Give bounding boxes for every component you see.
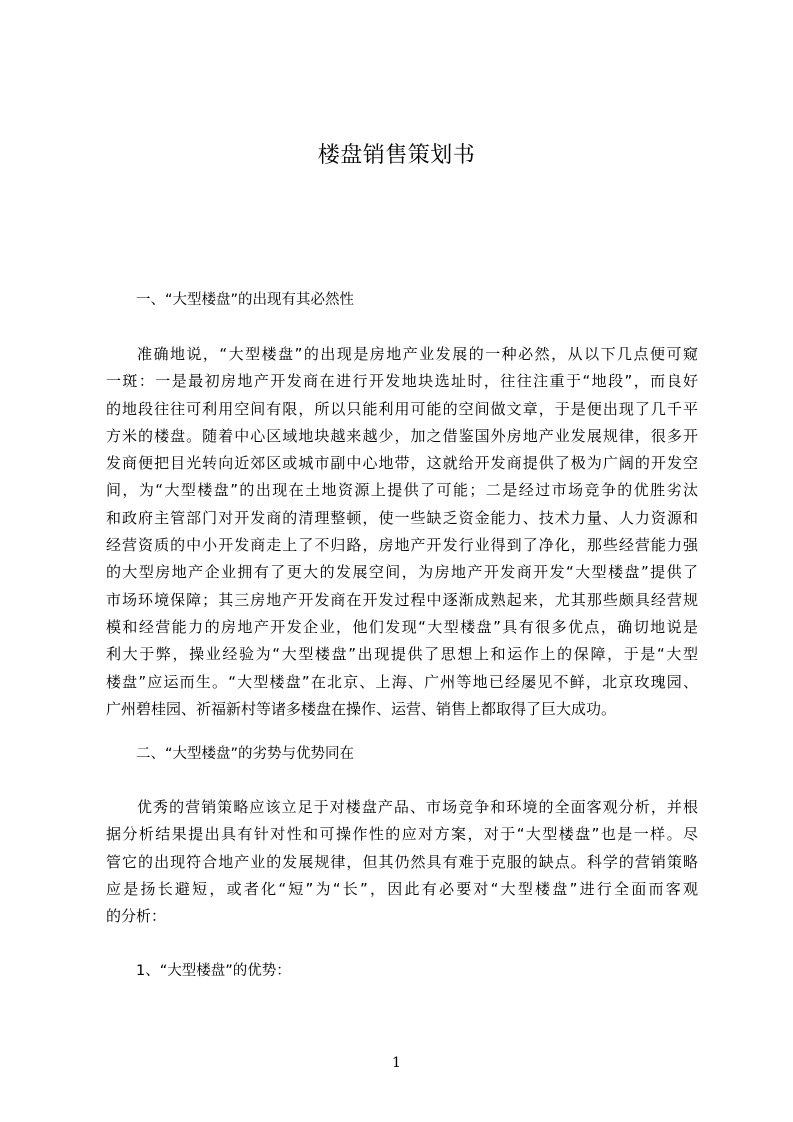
paragraph-line: 据分析结果提出具有针对性和可操作性的应对方案，对于“大型楼盘”也是一样。尽 [106, 825, 698, 844]
paragraph-line: 方米的楼盘。随着中心区域地块越来越少，加之借鉴国外房地产业发展规律，很多开 [106, 426, 698, 445]
section-heading-1: 一、“大型楼盘”的出现有其必然性 [136, 292, 355, 308]
paragraph-line: 发商便把目光转向近郊区或城市副中心地带，这就给开发商提供了极为广阔的开发空 [106, 454, 698, 473]
subheading: 1、“大型楼盘”的优势： [136, 963, 291, 979]
page-number: 1 [392, 1055, 401, 1071]
paragraph-line: 一斑：一是最初房地产开发商在进行开发地块选址时，往往注重于“地段”，而良好 [106, 372, 698, 391]
paragraph-line: 和政府主管部门对开发商的清理整顿，使一些缺乏资金能力、技术力量、人力资源和 [106, 508, 698, 527]
paragraph-line: 利大于弊，操业经验为“大型楼盘”出现提供了思想上和运作上的保障，于是“大型 [106, 645, 698, 664]
paragraph-line: 楼盘”应运而生。“大型楼盘”在北京、上海、广州等地已经屡见不鲜，北京玫瑰园、 [106, 672, 698, 691]
section-heading-2: 二、“大型楼盘”的劣势与优势同在 [136, 746, 355, 762]
paragraph-line: 市场环境保障；其三房地产开发商在开发过程中逐渐成熟起来，尤其那些颇具经营规 [106, 590, 698, 609]
section-1-paragraph [106, 341, 698, 723]
paragraph-line: 经营资质的中小开发商走上了不归路，房地产开发行业得到了净化，那些经营能力强 [106, 536, 698, 555]
paragraph-line: 广州碧桂园、祈福新村等诸多楼盘在操作、运营、销售上都取得了巨大成功。 [106, 699, 617, 718]
paragraph-line: 应是扬长避短，或者化“短”为“长”，因此有必要对“大型楼盘”进行全面而客观 [106, 879, 698, 898]
paragraph-line: 的地段往往可利用空间有限，所以只能利用可能的空间做文章，于是便出现了几千平 [106, 399, 698, 418]
paragraph-line: 管它的出现符合地产业的发展规律，但其仍然具有难于克服的缺点。科学的营销策略 [106, 852, 698, 871]
paragraph-line: 间，为“大型楼盘”的出现在土地资源上提供了可能；二是经过市场竞争的优胜劣汰 [106, 481, 698, 500]
section-2-paragraph [106, 794, 698, 930]
paragraph-line: 准确地说，“大型楼盘”的出现是房地产业发展的一种必然，从以下几点便可窥 [137, 345, 698, 363]
paragraph-line: 的分析： [106, 907, 167, 926]
paragraph-line: 的大型房地产企业拥有了更大的发展空间，为房地产开发商开发“大型楼盘”提供了 [106, 563, 698, 582]
document-title: 楼盘销售策划书 [317, 143, 476, 168]
paragraph-line: 模和经营能力的房地产开发企业，他们发现“大型楼盘”具有很多优点，确切地说是 [106, 617, 698, 636]
paragraph-line: 优秀的营销策略应该立足于对楼盘产品、市场竞争和环境的全面客观分析，并根 [137, 798, 698, 816]
